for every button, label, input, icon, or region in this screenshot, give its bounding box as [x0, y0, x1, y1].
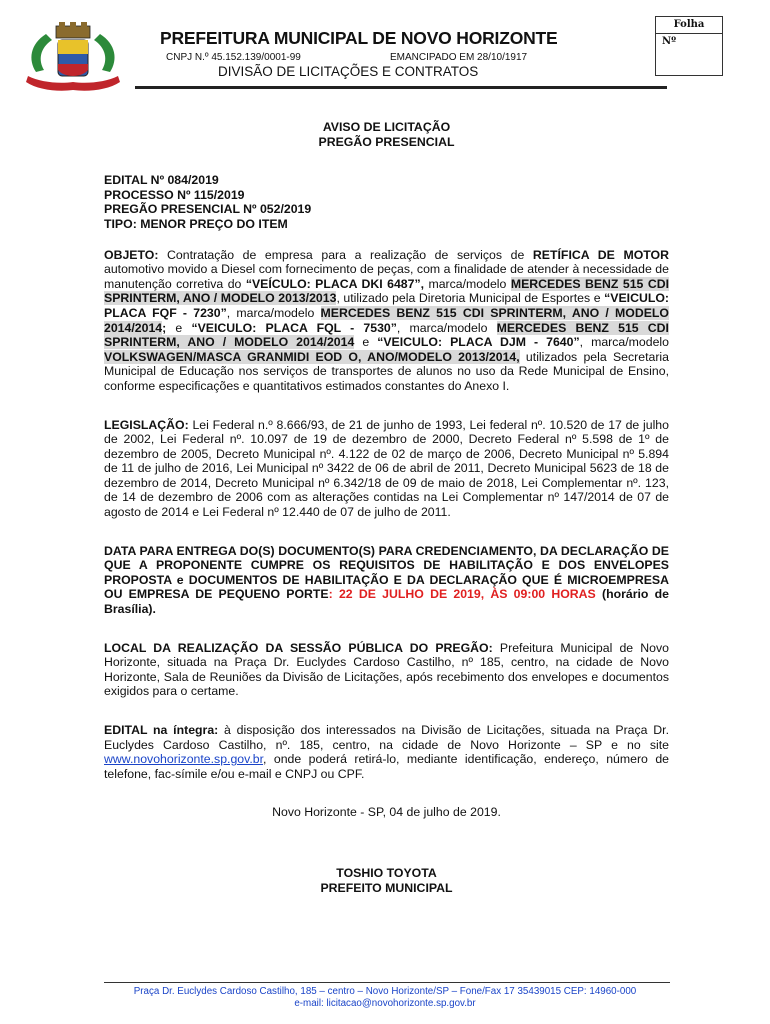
- tipo-line: TIPO: MENOR PREÇO DO ITEM: [104, 216, 288, 231]
- municipal-coat-of-arms: [18, 20, 128, 96]
- objeto-paragraph: OBJETO: Contratação de empresa para a realização de serviços de RETÍFICA DE MOTOR automotivo movido a Diesel com fornecimento de peças, com a finalidade de atender à necessidade de manutenção corretiva do “VEÍCULO: PLACA DKI 6487”, marca/modelo MERCEDES BENZ 515 CDI SPRINTERM, ANO / MODELO 2013/2013, utilizado pela Diretoria Municipal de Esportes e “VEICULO: PLACA FQF - 7230”, marca/modelo MERCEDES BENZ 515 CDI SPRINTERM, ANO / MODELO 2014/2014; e “VEICULO: PLACA FQL - 7530”, marca/modelo MERCEDES BENZ 515 CDI SPRINTERM, ANO / MODELO 2014/2014 e “VEICULO: PLACA DJM - 7640”, marca/modelo VOLKSWAGEN/MASCA GRANMIDI EOD O, ANO/MODELO 2013/2014, utilizados pela Secretaria Municipal de Educação nos serviços de transportes de alunos no uso da Rede Municipal de Ensino, conforme especificações e quantitativos estimados constantes do Anexo I.: [104, 247, 669, 393]
- edital-integra-paragraph: EDITAL na íntegra: à disposição dos interessados na Divisão de Licitações, situada na Praça Dr. Euclydes Cardoso Castilho, nº. 185, centro, na cidade de Novo Horizonte – SP e no site www.novohorizonte.sp.gov.br, onde poderá retirá-lo, mediante identificação, endereço, número de telefone, fac-símile e/ou e-mail e CNPJ ou CPF.: [104, 723, 669, 781]
- pregao-number: PREGÃO PRESENCIAL Nº 052/2019: [104, 202, 312, 217]
- local-paragraph: LOCAL DA REALIZAÇÃO DA SESSÃO PÚBLICA DO PREGÃO: Prefeitura Municipal de Novo Horizonte, situada na Praça Dr. Euclydes Cardoso Castilho, nº 185, centro, na cidade de Novo Horizonte, Sala de Reuniões da Divisão de Licitações, após recebimento dos envelopes e documentos exigidos para o certame.: [104, 640, 670, 699]
- highlight-vehicle-1: MERCEDES BENZ 515 CDI SPRINTERM, ANO / MODELO 2013/2013: [104, 276, 669, 306]
- local-label: LOCAL DA REALIZAÇÃO DA SESSÃO PÚBLICA DO PREGÃO:: [104, 640, 493, 655]
- header-cnpj: CNPJ N.º 45.152.139/0001-99: [166, 52, 301, 63]
- edital-integra-label: EDITAL na íntegra:: [104, 723, 219, 737]
- website-link[interactable]: www.novohorizonte.sp.gov.br: [104, 752, 264, 767]
- objeto-label: OBJETO:: [104, 247, 159, 262]
- highlight-vehicle-4: VOLKSWAGEN/MASCA GRANMIDI EOD O, ANO/MODELO 2013/2014,: [104, 349, 520, 364]
- highlight-vehicle-2: MERCEDES BENZ 515 CDI SPRINTERM, ANO / MODELO 2014/2014: [104, 305, 669, 335]
- folha-stamp-box: [655, 16, 723, 76]
- numero-label: Nº: [662, 36, 677, 47]
- edital-number: EDITAL Nº 084/2019: [104, 173, 219, 188]
- header-title: PREFEITURA MUNICIPAL DE NOVO HORIZONTE: [160, 28, 558, 48]
- highlight-vehicle-3: MERCEDES BENZ 515 CDI SPRINTERM, ANO / MODELO 2014/2014: [104, 320, 669, 350]
- document-body: [104, 120, 669, 895]
- signature-name: TOSHIO TOYOTA: [336, 865, 437, 880]
- footer-address: Praça Dr. Euclydes Cardoso Castilho, 185 – centro – Novo Horizonte/SP – Fone/Fax 17 35439015 CEP: 14960-000: [133, 986, 637, 997]
- data-entrega-paragraph: DATA PARA ENTREGA DO(S) DOCUMENTO(S) PARA CREDENCIAMENTO, DA DECLARAÇÃO DE QUE A PROPONENTE CUMPRE OS REQUISITOS DE HABILITAÇÃO E DOS ENVELOPES PROPOSTA e DOCUMENTOS DE HABILITAÇÃO E DA DECLARAÇÃO QUE É MICROEMPRESA OU EMPRESA DE PEQUENO PORTE: 22 DE JULHO DE 2019, ÀS 09:00 HORAS (horário de Brasília).: [104, 543, 670, 617]
- header-emancipado: EMANCIPADO EM 28/10/1917: [390, 52, 528, 63]
- pregao-title: PREGÃO PRESENCIAL: [318, 134, 455, 149]
- legislacao-paragraph: LEGISLAÇÃO: Lei Federal n.º 8.666/93, de 21 de junho de 1993, Lei federal nº. 10.520 de 17 de julho de 2002, Lei Federal nº. 10.097 de 19 de dezembro de 2000, Decreto Federal nº 5.598 de 1º de dezembro de 2005, Decreto Municipal nº. 4.122 de 02 de março de 2006, Decreto Municipal nº 5.894 de 11 de julho de 2016, Lei Municipal nº 3422 de 06 de abril de 2011, Decreto Municipal 5623 de 18 de dezembro de 2014, Decreto Municipal nº 6.342/18 de 09 de maio de 2018, Lei Complementar nº. 123, de 14 de dezembro de 2006 com as alterações contidas na Lei Complementar nº 147/2014 de 07 de agosto de 2014 e Lei Federal nº 12.440 de 07 de julho de 2011.: [104, 417, 669, 520]
- aviso-title: AVISO DE LICITAÇÃO: [322, 120, 451, 134]
- signature-title: PREFEITO MUNICIPAL: [320, 880, 453, 895]
- entrega-date: 22 DE JULHO DE 2019, ÀS 09:00 HORAS: [338, 587, 596, 602]
- footer-email[interactable]: e-mail: licitacao@novohorizonte.sp.gov.br: [294, 998, 476, 1009]
- folha-label: Folha: [656, 17, 722, 34]
- header-division: DIVISÃO DE LICITAÇÕES E CONTRATOS: [218, 64, 479, 79]
- processo-number: PROCESSO Nº 115/2019: [104, 187, 245, 202]
- footer-divider: [104, 982, 670, 983]
- legislacao-label: LEGISLAÇÃO:: [104, 417, 189, 432]
- place-date: Novo Horizonte - SP, 04 de julho de 2019.: [272, 805, 501, 820]
- header-divider: [135, 86, 667, 89]
